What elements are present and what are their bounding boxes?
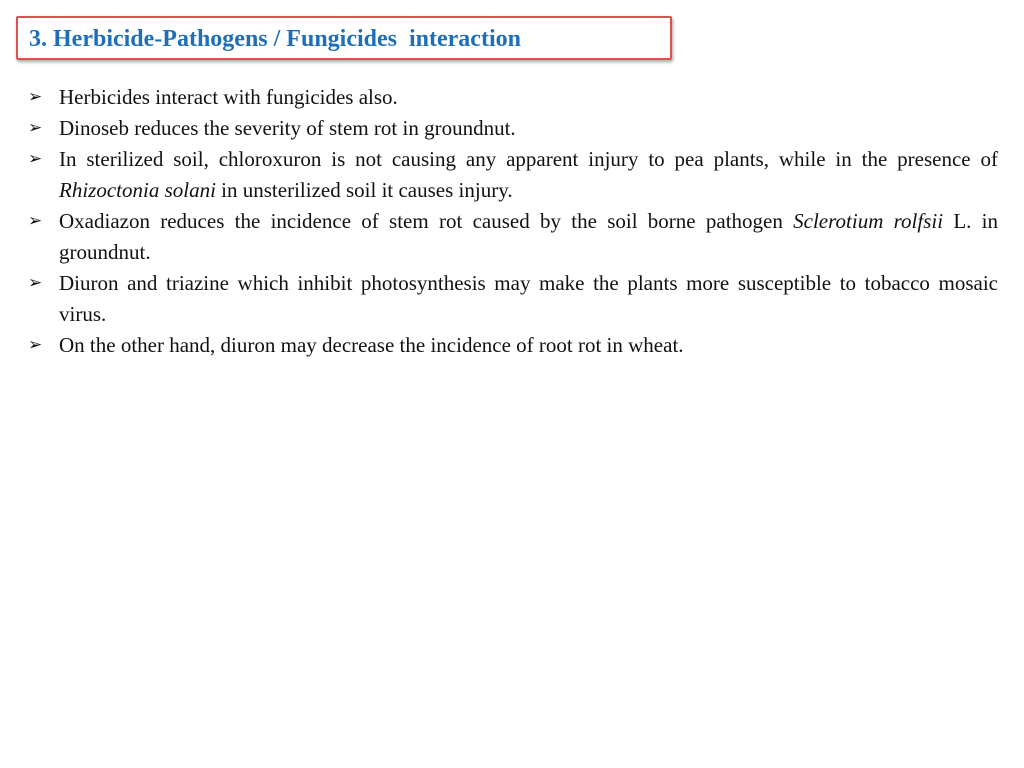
title-box: [16, 16, 672, 60]
bullet-text: in unsterilized soil it causes injury.: [215, 178, 513, 202]
bullet-text: Herbicides interact with fungicides also.: [59, 85, 398, 109]
bullet-text: On the other hand, diuron may decrease the incidence of root rot in wheat.: [59, 333, 684, 357]
species-name: Rhizoctonia solani: [59, 178, 216, 202]
bullet-item: [28, 330, 998, 361]
arrow-bullet-icon: ➢: [28, 87, 43, 107]
bullet-list: [28, 82, 998, 361]
bullet-text: L. in groundnut.: [59, 209, 999, 264]
species-name: Sclerotium rolfsii: [793, 209, 944, 233]
arrow-bullet-icon: ➢: [28, 273, 43, 293]
bullet-item: [28, 268, 998, 330]
arrow-bullet-icon: ➢: [28, 335, 43, 355]
arrow-bullet-icon: ➢: [28, 149, 43, 169]
bullet-text: In sterilized soil, chloroxuron is not causing any apparent injury to pea plants, while in the presence of: [59, 147, 998, 171]
bullet-item: [28, 82, 998, 113]
bullet-text: Oxadiazon reduces the incidence of stem rot caused by the soil borne pathogen: [59, 209, 794, 233]
bullet-item: [28, 144, 998, 206]
slide-title: 3. Herbicide-Pathogens / Fungicides interaction: [29, 26, 521, 52]
bullet-item: [28, 113, 998, 144]
arrow-bullet-icon: ➢: [28, 118, 43, 138]
bullet-text: Dinoseb reduces the severity of stem rot in groundnut.: [59, 116, 516, 140]
bullet-text: Diuron and triazine which inhibit photosynthesis may make the plants more susceptible to tobacco mosaic virus.: [59, 271, 998, 326]
arrow-bullet-icon: ➢: [28, 211, 43, 231]
bullet-item: [28, 206, 998, 268]
